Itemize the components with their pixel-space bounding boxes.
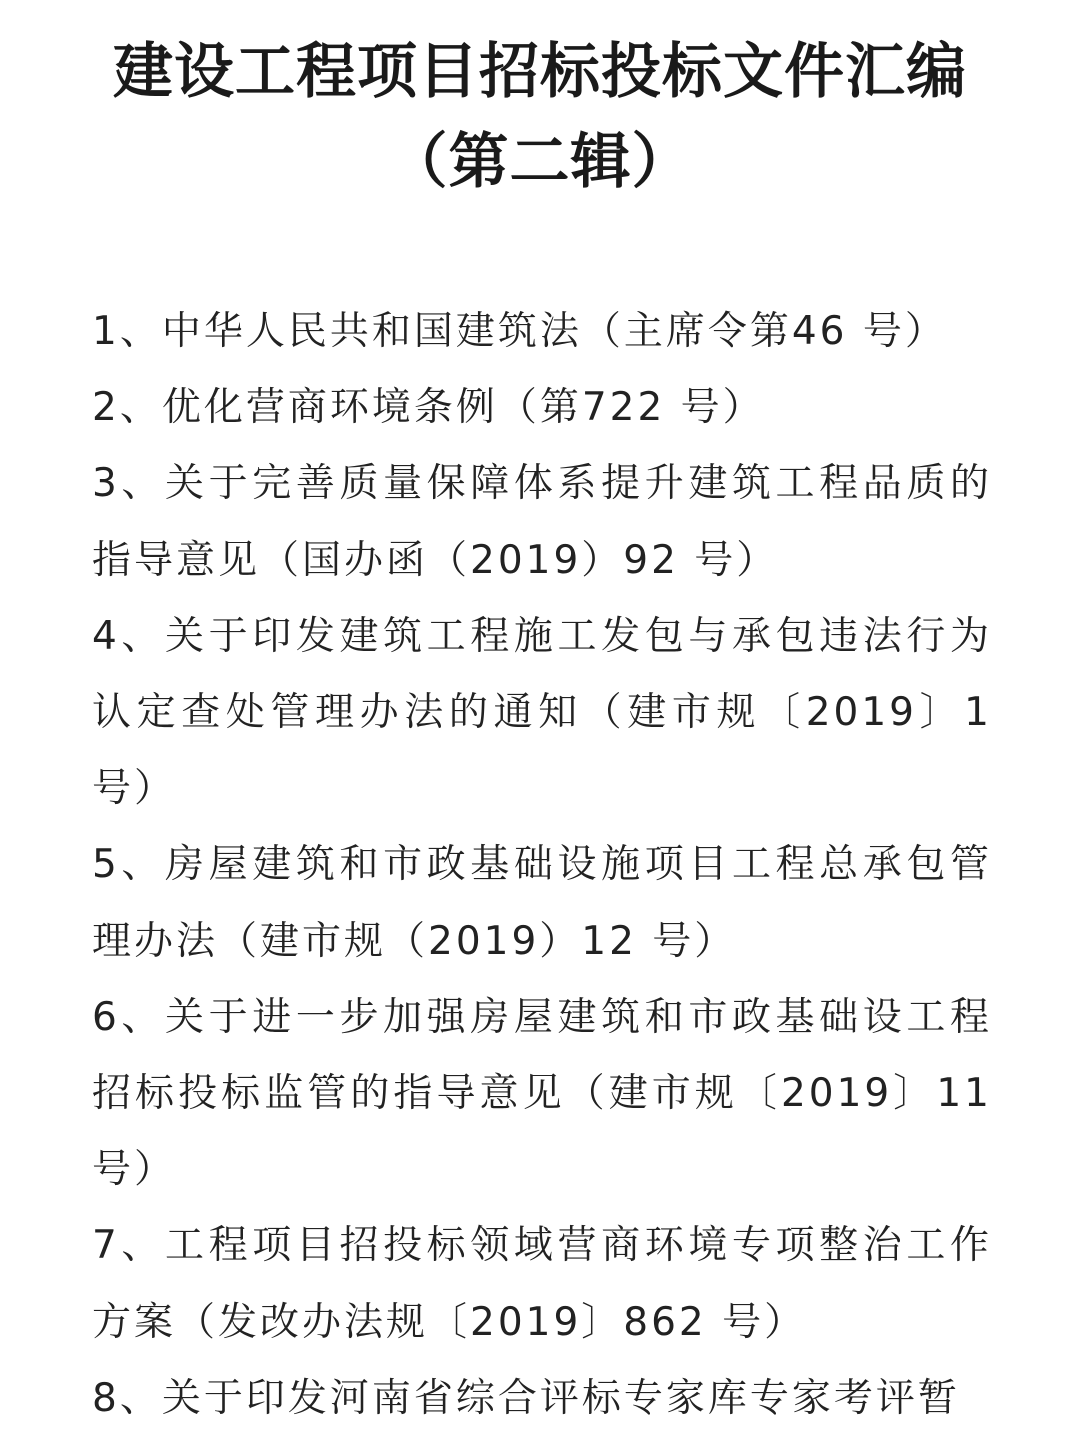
list-item: 6、关于进一步加强房屋建筑和市政基础设工程招标投标监管的指导意见（建市规〔2019〕11 号） bbox=[92, 994, 992, 1193]
document-title bbox=[0, 34, 1080, 200]
list-item: 5、房屋建筑和市政基础设施项目工程总承包管理办法（建市规（2019）12 号） bbox=[92, 842, 992, 964]
list-item: 1、中华人民共和国建筑法（主席令第46 号） bbox=[92, 309, 947, 354]
list-item: 4、关于印发建筑工程施工发包与承包违法行为认定查处管理办法的通知（建市规〔2019〕1 号） bbox=[92, 613, 992, 812]
list-item: 2、优化营商环境条例（第722 号） bbox=[92, 385, 765, 431]
title-line-1: 建设工程项目招标投标文件汇编 bbox=[113, 37, 967, 107]
title-line-2: （第二辑） bbox=[387, 127, 693, 197]
list-item: 8、关于印发河南省综合评标专家库专家考评暂 bbox=[92, 1375, 960, 1421]
list-item: 7、工程项目招投标领域营商环境专项整治工作方案（发改办法规〔2019〕862 号） bbox=[92, 1223, 992, 1345]
list-item: 3、关于完善质量保障体系提升建筑工程品质的指导意见（国办函（2019）92 号） bbox=[92, 461, 992, 583]
document-list bbox=[92, 294, 992, 1437]
